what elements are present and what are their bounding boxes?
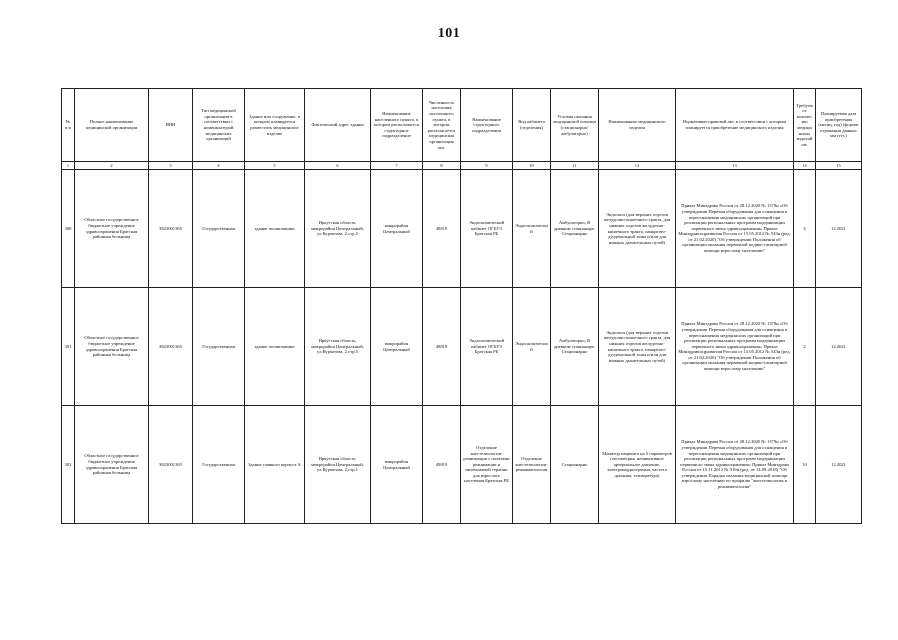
header-row bbox=[62, 89, 862, 162]
column-header: Полное наименование медицинской организации bbox=[75, 89, 149, 162]
legal-act: Приказ Минздрава России от 28.12.2020 № 1379н «Об утверждении Перечня оборудования для оснащения и переоснащения медицинских организаций при реализации региональных программ модернизации первичного звена здравоохранения» Приказ Минздрава России от 15.11.2012 № 919н (ред. от 14.09.2018) "Об утверждении Порядка оказания медицинской помощи взрослому населению по профилю "анестезиология и реаниматология" bbox=[676, 406, 794, 524]
column-header: Тип медицинской организации в соответствии с номенклатурой медицинских организаций bbox=[193, 89, 245, 162]
population: 49819 bbox=[423, 170, 461, 288]
column-number: 15 bbox=[816, 162, 862, 170]
column-number: 12 bbox=[599, 162, 676, 170]
device-name: Эндоскоп (для верхних отделов желудочно-кишечного тракта, для нижних отделов желудочно-кишечного тракта, панкреато-дуоденальной зоны и/или для нижних дыхательных путей) bbox=[599, 170, 676, 288]
quantity: 10 bbox=[794, 406, 816, 524]
column-header: Планируемая дата приобретения (месяц, год) (формат отражения данных мм гггг.) bbox=[816, 89, 862, 162]
column-header: Численность населения населенного пункта, в котором располагается медицинская организация чел. bbox=[423, 89, 461, 162]
column-number: 8 bbox=[423, 162, 461, 170]
row-number: 301 bbox=[62, 288, 75, 406]
care-conditions: Амбулаторно, В дневном стационаре, Стационарно bbox=[551, 170, 599, 288]
legal-act: Приказ Минздрава России от 28.12.2020 № 1379н «Об утверждении Перечня оборудования для оснащения и переоснащения медицинских организаций при реализации региональных программ модернизации первичного звена здравоохранения» Приказ Минздравсоцразвития России от 15.05.2012 № 543н (ред. от 21.02.2020) "Об утверждении Положения об организации оказания первичной медико-санитарной помощи взрослому населению" bbox=[676, 170, 794, 288]
structural-unit: Эндоскопический кабинет ОГБУЗ Братская РБ bbox=[461, 288, 513, 406]
device-name: Эндоскоп (для верхних отделов желудочно-кишечного тракта, для нижних отделов желудочно-кишечного тракта, панкреато-дуоденальной зоны и/или для нижних дыхательных путей) bbox=[599, 288, 676, 406]
column-header: Требуемое количество медицинских изделий шт. bbox=[794, 89, 816, 162]
column-header: Нормативно-правовой акт, в соответствии с которым планируется приобретение медицинского изделия bbox=[676, 89, 794, 162]
column-number: 6 bbox=[305, 162, 371, 170]
structural-unit: Эндоскопический кабинет ОГБУЗ Братская РБ bbox=[461, 170, 513, 288]
page-number: 101 bbox=[437, 26, 461, 41]
address: Иркутская область, микрорайон Центральный, ул.Курчатова, 2,стр.5 bbox=[305, 170, 371, 288]
population: 49819 bbox=[423, 288, 461, 406]
building: здание поликлиники bbox=[245, 288, 305, 406]
organization-type: Государственная bbox=[193, 406, 245, 524]
equipment-register-table bbox=[61, 88, 862, 524]
quantity: 4 bbox=[794, 170, 816, 288]
column-header: ИНН bbox=[149, 89, 193, 162]
column-header: Наименование структурного подразделения bbox=[461, 89, 513, 162]
organization-name: Областное государственное бюджетное учреждение здравоохранения Братская районная больница bbox=[75, 406, 149, 524]
organization-type: Государственная bbox=[193, 170, 245, 288]
inn: 3823001365 bbox=[149, 406, 193, 524]
locality: микрорайон Центральный bbox=[371, 288, 423, 406]
column-number: 10 bbox=[513, 162, 551, 170]
planned-date: 12.2021 bbox=[816, 170, 862, 288]
column-header: Вид кабинета (отделения) bbox=[513, 89, 551, 162]
inn: 3823001365 bbox=[149, 170, 193, 288]
row-number: 300 bbox=[62, 170, 75, 288]
structural-unit: Отделение анестезиологии-реанимации с палатами реанимации и интенсивной терапии для взрослого населения Братская РБ bbox=[461, 406, 513, 524]
population: 49819 bbox=[423, 406, 461, 524]
column-header: Здание или сооружение, в котором планируется разместить медицинское изделие bbox=[245, 89, 305, 162]
building: здание поликлиники bbox=[245, 170, 305, 288]
organization-name: Областное государственное бюджетное учреждение здравоохранения Братская районная больница bbox=[75, 170, 149, 288]
planned-date: 12.2021 bbox=[816, 406, 862, 524]
room-type: Отделение анестезиологии-реаниматологии bbox=[513, 406, 551, 524]
row-number: 302 bbox=[62, 406, 75, 524]
table-row bbox=[62, 406, 862, 524]
column-number: 2 bbox=[75, 162, 149, 170]
room-type: Эндоскопический bbox=[513, 288, 551, 406]
column-header: Наименование медицинского изделия bbox=[599, 89, 676, 162]
column-header: Наименование населенного пункта, в котором расположится структурное подразделение bbox=[371, 89, 423, 162]
column-number: 1 bbox=[62, 162, 75, 170]
address: Иркутская область, микрорайон Центральный, ул.Курчатова, 2,стр.1 bbox=[305, 406, 371, 524]
column-number: 7 bbox=[371, 162, 423, 170]
column-number: 4 bbox=[193, 162, 245, 170]
column-number-row bbox=[62, 162, 862, 170]
device-name: Монитор пациента на 5 параметров (оксиметрия, неинвазивное артериальное давление, электрокардиограмма, частота дыхания, температура) bbox=[599, 406, 676, 524]
table-row bbox=[62, 288, 862, 406]
column-number: 5 bbox=[245, 162, 305, 170]
column-number: 13 bbox=[676, 162, 794, 170]
table-row bbox=[62, 170, 862, 288]
organization-name: Областное государственное бюджетное учреждение здравоохранения Братская районная больница bbox=[75, 288, 149, 406]
room-type: Эндоскопический bbox=[513, 170, 551, 288]
inn: 3823001365 bbox=[149, 288, 193, 406]
column-number: 14 bbox=[794, 162, 816, 170]
locality: микрорайон Центральный bbox=[371, 170, 423, 288]
care-conditions: Амбулаторно, В дневном стационаре, Стационарно bbox=[551, 288, 599, 406]
locality: микрорайон Центральный bbox=[371, 406, 423, 524]
building: Здание главного корпуса А bbox=[245, 406, 305, 524]
column-number: 3 bbox=[149, 162, 193, 170]
quantity: 2 bbox=[794, 288, 816, 406]
care-conditions: Стационарно bbox=[551, 406, 599, 524]
column-header: Условия оказания медицинской помощи (стационарно/амбулаторно) bbox=[551, 89, 599, 162]
organization-type: Государственная bbox=[193, 288, 245, 406]
address: Иркутская область, микрорайон Центральный, ул.Курчатова, 2,стр.5 bbox=[305, 288, 371, 406]
column-header: Фактический адрес здания bbox=[305, 89, 371, 162]
column-number: 11 bbox=[551, 162, 599, 170]
legal-act: Приказ Минздрава России от 28.12.2020 № 1379н «Об утверждении Перечня оборудования для оснащения и переоснащения медицинских организаций при реализации региональных программ модернизации первичного звена здравоохранения» Приказ Минздравсоцразвития России от 15.05.2012 № 543н (ред. от 21.02.2020) "Об утверждении Положения об организации оказания первичной медико-санитарной помощи взрослому населению" bbox=[676, 288, 794, 406]
column-number: 9 bbox=[461, 162, 513, 170]
planned-date: 12.2021 bbox=[816, 288, 862, 406]
column-header: № п/п bbox=[62, 89, 75, 162]
